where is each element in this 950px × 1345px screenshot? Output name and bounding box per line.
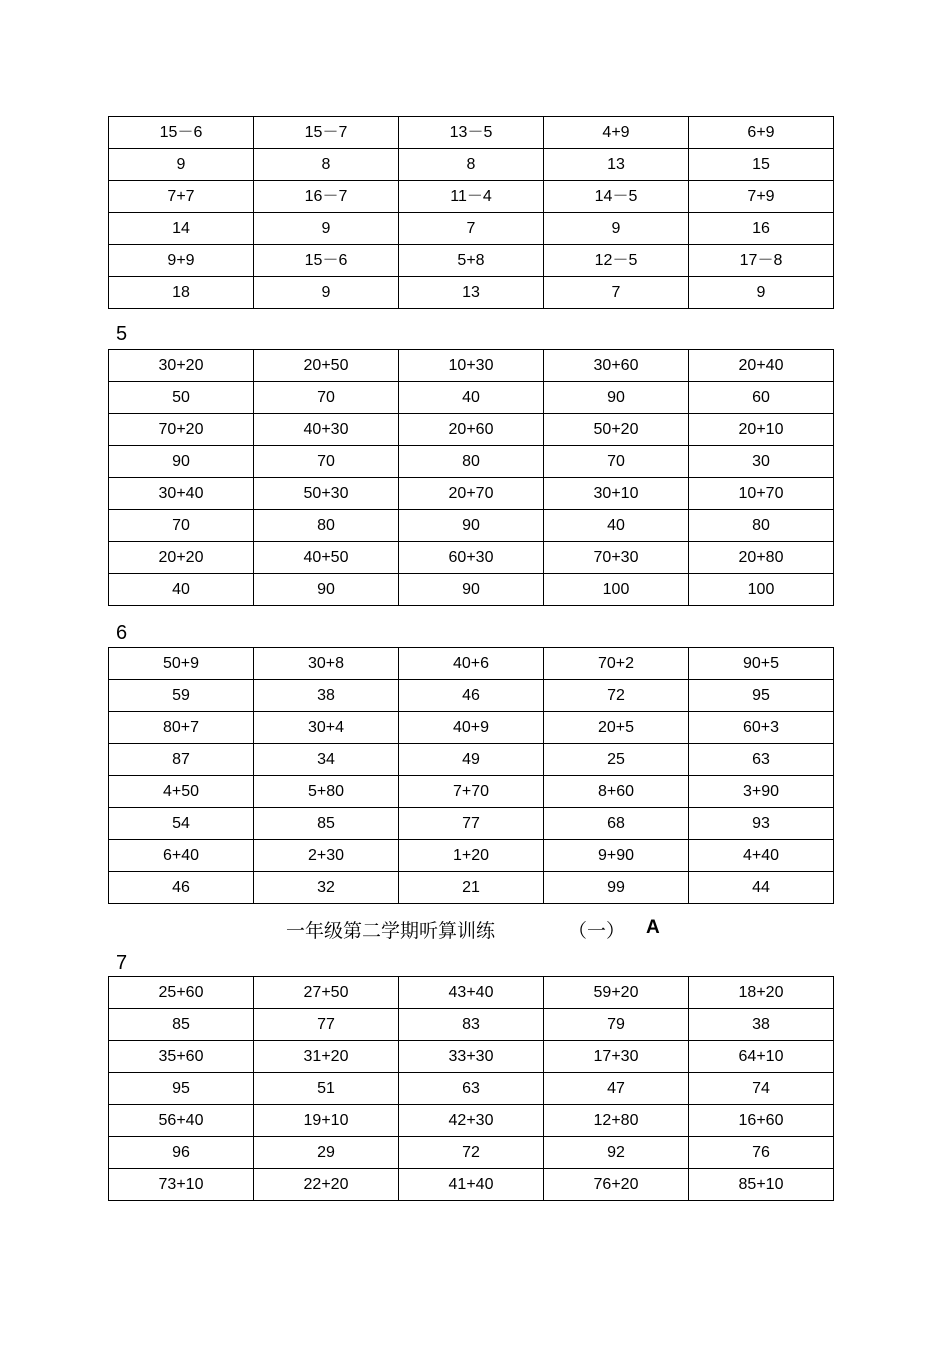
problem-row: [109, 1169, 834, 1201]
answer-row: [109, 382, 834, 414]
problem-cell: 41+40: [399, 1169, 544, 1201]
answer-row: [109, 680, 834, 712]
answer-cell: 80: [399, 446, 544, 478]
problem-cell: 33+30: [399, 1041, 544, 1073]
problem-cell: 12－5: [544, 245, 689, 277]
answer-cell: 77: [254, 1009, 399, 1041]
answer-cell: 95: [109, 1073, 254, 1105]
answer-row: [109, 149, 834, 181]
answer-row: [109, 277, 834, 309]
problem-cell: 16+60: [689, 1105, 834, 1137]
problem-cell: 9+9: [109, 245, 254, 277]
problem-row: [109, 648, 834, 680]
problem-cell: 50+9: [109, 648, 254, 680]
answer-row: [109, 510, 834, 542]
problem-cell: 10+70: [689, 478, 834, 510]
problem-cell: 20+70: [399, 478, 544, 510]
problem-row: [109, 478, 834, 510]
answer-cell: 9: [109, 149, 254, 181]
problem-cell: 9+90: [544, 840, 689, 872]
problem-cell: 70+20: [109, 414, 254, 446]
problem-cell: 4+9: [544, 117, 689, 149]
section-label-7: 7: [116, 952, 128, 974]
problem-cell: 42+30: [399, 1105, 544, 1137]
answer-cell: 90: [399, 510, 544, 542]
problem-cell: 11－4: [399, 181, 544, 213]
problem-cell: 27+50: [254, 977, 399, 1009]
answer-cell: 79: [544, 1009, 689, 1041]
answer-cell: 8: [399, 149, 544, 181]
answer-cell: 38: [254, 680, 399, 712]
problem-cell: 17－8: [689, 245, 834, 277]
answer-cell: 63: [689, 744, 834, 776]
problem-cell: 80+7: [109, 712, 254, 744]
answer-row: [109, 574, 834, 606]
answer-cell: 59: [109, 680, 254, 712]
worksheet-version: A: [646, 917, 660, 938]
answer-cell: 70: [544, 446, 689, 478]
answer-cell: 25: [544, 744, 689, 776]
answer-row: [109, 1073, 834, 1105]
answer-cell: 9: [254, 213, 399, 245]
problem-cell: 90+5: [689, 648, 834, 680]
problem-cell: 50+30: [254, 478, 399, 510]
problem-cell: 20+5: [544, 712, 689, 744]
answer-cell: 46: [399, 680, 544, 712]
problem-cell: 60+3: [689, 712, 834, 744]
answer-cell: 70: [254, 382, 399, 414]
problem-cell: 15－6: [109, 117, 254, 149]
answer-cell: 77: [399, 808, 544, 840]
answer-cell: 100: [689, 574, 834, 606]
problem-row: [109, 245, 834, 277]
answer-row: [109, 213, 834, 245]
problem-cell: 12+80: [544, 1105, 689, 1137]
problem-cell: 18+20: [689, 977, 834, 1009]
problem-cell: 20+60: [399, 414, 544, 446]
problem-cell: 40+9: [399, 712, 544, 744]
answer-cell: 7: [399, 213, 544, 245]
problem-cell: 15－7: [254, 117, 399, 149]
problem-cell: 31+20: [254, 1041, 399, 1073]
answer-cell: 40: [544, 510, 689, 542]
answer-cell: 18: [109, 277, 254, 309]
answer-cell: 13: [399, 277, 544, 309]
answer-cell: 51: [254, 1073, 399, 1105]
problem-cell: 20+40: [689, 350, 834, 382]
problem-cell: 2+30: [254, 840, 399, 872]
problem-cell: 30+4: [254, 712, 399, 744]
problem-cell: 50+20: [544, 414, 689, 446]
answer-cell: 85: [254, 808, 399, 840]
problem-cell: 40+30: [254, 414, 399, 446]
answer-cell: 21: [399, 872, 544, 904]
problem-cell: 8+60: [544, 776, 689, 808]
problem-cell: 5+8: [399, 245, 544, 277]
problem-row: [109, 1105, 834, 1137]
answer-row: [109, 446, 834, 478]
answer-cell: 74: [689, 1073, 834, 1105]
problem-cell: 43+40: [399, 977, 544, 1009]
answer-cell: 70: [109, 510, 254, 542]
answer-cell: 13: [544, 149, 689, 181]
answer-cell: 9: [544, 213, 689, 245]
problem-cell: 4+40: [689, 840, 834, 872]
answer-cell: 87: [109, 744, 254, 776]
answer-cell: 63: [399, 1073, 544, 1105]
answer-cell: 34: [254, 744, 399, 776]
answer-cell: 95: [689, 680, 834, 712]
worksheet-title-main: 一年级第二学期听算训练: [286, 920, 496, 942]
exercise-table-5: [108, 349, 834, 606]
answer-cell: 47: [544, 1073, 689, 1105]
problem-row: [109, 542, 834, 574]
exercise-table-1: [108, 116, 834, 309]
answer-row: [109, 1009, 834, 1041]
problem-row: [109, 181, 834, 213]
answer-cell: 70: [254, 446, 399, 478]
problem-row: [109, 414, 834, 446]
problem-cell: 73+10: [109, 1169, 254, 1201]
problem-cell: 76+20: [544, 1169, 689, 1201]
problem-cell: 4+50: [109, 776, 254, 808]
problem-cell: 64+10: [689, 1041, 834, 1073]
answer-cell: 40: [109, 574, 254, 606]
problem-cell: 13－5: [399, 117, 544, 149]
problem-cell: 40+50: [254, 542, 399, 574]
problem-cell: 7+70: [399, 776, 544, 808]
problem-row: [109, 977, 834, 1009]
exercise-table-7: [108, 976, 834, 1201]
answer-cell: 44: [689, 872, 834, 904]
answer-cell: 8: [254, 149, 399, 181]
problem-cell: 30+10: [544, 478, 689, 510]
answer-cell: 15: [689, 149, 834, 181]
answer-cell: 72: [544, 680, 689, 712]
problem-cell: 6+9: [689, 117, 834, 149]
answer-cell: 49: [399, 744, 544, 776]
problem-cell: 30+20: [109, 350, 254, 382]
answer-cell: 83: [399, 1009, 544, 1041]
problem-cell: 56+40: [109, 1105, 254, 1137]
answer-cell: 54: [109, 808, 254, 840]
problem-cell: 20+80: [689, 542, 834, 574]
answer-cell: 14: [109, 213, 254, 245]
answer-cell: 92: [544, 1137, 689, 1169]
problem-row: [109, 1041, 834, 1073]
problem-row: [109, 117, 834, 149]
answer-cell: 100: [544, 574, 689, 606]
answer-cell: 9: [254, 277, 399, 309]
problem-cell: 20+50: [254, 350, 399, 382]
problem-cell: 59+20: [544, 977, 689, 1009]
answer-cell: 72: [399, 1137, 544, 1169]
problem-cell: 3+90: [689, 776, 834, 808]
answer-cell: 90: [399, 574, 544, 606]
answer-cell: 80: [254, 510, 399, 542]
problem-cell: 60+30: [399, 542, 544, 574]
section-label-5: 5: [116, 323, 128, 345]
problem-row: [109, 712, 834, 744]
problem-cell: 40+6: [399, 648, 544, 680]
answer-cell: 16: [689, 213, 834, 245]
problem-cell: 85+10: [689, 1169, 834, 1201]
problem-cell: 5+80: [254, 776, 399, 808]
worksheet-title-sub: （一）: [568, 920, 626, 942]
answer-cell: 80: [689, 510, 834, 542]
problem-cell: 30+8: [254, 648, 399, 680]
problem-cell: 14－5: [544, 181, 689, 213]
problem-cell: 7+7: [109, 181, 254, 213]
answer-row: [109, 872, 834, 904]
problem-row: [109, 776, 834, 808]
answer-row: [109, 1137, 834, 1169]
problem-cell: 20+20: [109, 542, 254, 574]
problem-cell: 20+10: [689, 414, 834, 446]
answer-cell: 90: [109, 446, 254, 478]
answer-row: [109, 744, 834, 776]
answer-cell: 68: [544, 808, 689, 840]
answer-cell: 29: [254, 1137, 399, 1169]
answer-cell: 38: [689, 1009, 834, 1041]
worksheet-title: [286, 916, 660, 943]
answer-cell: 46: [109, 872, 254, 904]
problem-cell: 22+20: [254, 1169, 399, 1201]
section-label-6: 6: [116, 622, 128, 644]
problem-cell: 19+10: [254, 1105, 399, 1137]
problem-cell: 7+9: [689, 181, 834, 213]
problem-cell: 70+30: [544, 542, 689, 574]
exercise-table-6: [108, 647, 834, 904]
answer-cell: 85: [109, 1009, 254, 1041]
answer-cell: 93: [689, 808, 834, 840]
problem-cell: 35+60: [109, 1041, 254, 1073]
answer-cell: 76: [689, 1137, 834, 1169]
problem-cell: 16－7: [254, 181, 399, 213]
problem-cell: 30+40: [109, 478, 254, 510]
answer-cell: 60: [689, 382, 834, 414]
answer-cell: 9: [689, 277, 834, 309]
problem-row: [109, 840, 834, 872]
problem-cell: 6+40: [109, 840, 254, 872]
answer-cell: 90: [254, 574, 399, 606]
problem-cell: 15－6: [254, 245, 399, 277]
answer-cell: 99: [544, 872, 689, 904]
problem-cell: 25+60: [109, 977, 254, 1009]
answer-cell: 40: [399, 382, 544, 414]
answer-cell: 32: [254, 872, 399, 904]
answer-cell: 30: [689, 446, 834, 478]
answer-cell: 90: [544, 382, 689, 414]
answer-cell: 96: [109, 1137, 254, 1169]
problem-cell: 1+20: [399, 840, 544, 872]
problem-cell: 30+60: [544, 350, 689, 382]
problem-cell: 70+2: [544, 648, 689, 680]
problem-row: [109, 350, 834, 382]
problem-cell: 10+30: [399, 350, 544, 382]
problem-cell: 17+30: [544, 1041, 689, 1073]
answer-row: [109, 808, 834, 840]
answer-cell: 50: [109, 382, 254, 414]
answer-cell: 7: [544, 277, 689, 309]
